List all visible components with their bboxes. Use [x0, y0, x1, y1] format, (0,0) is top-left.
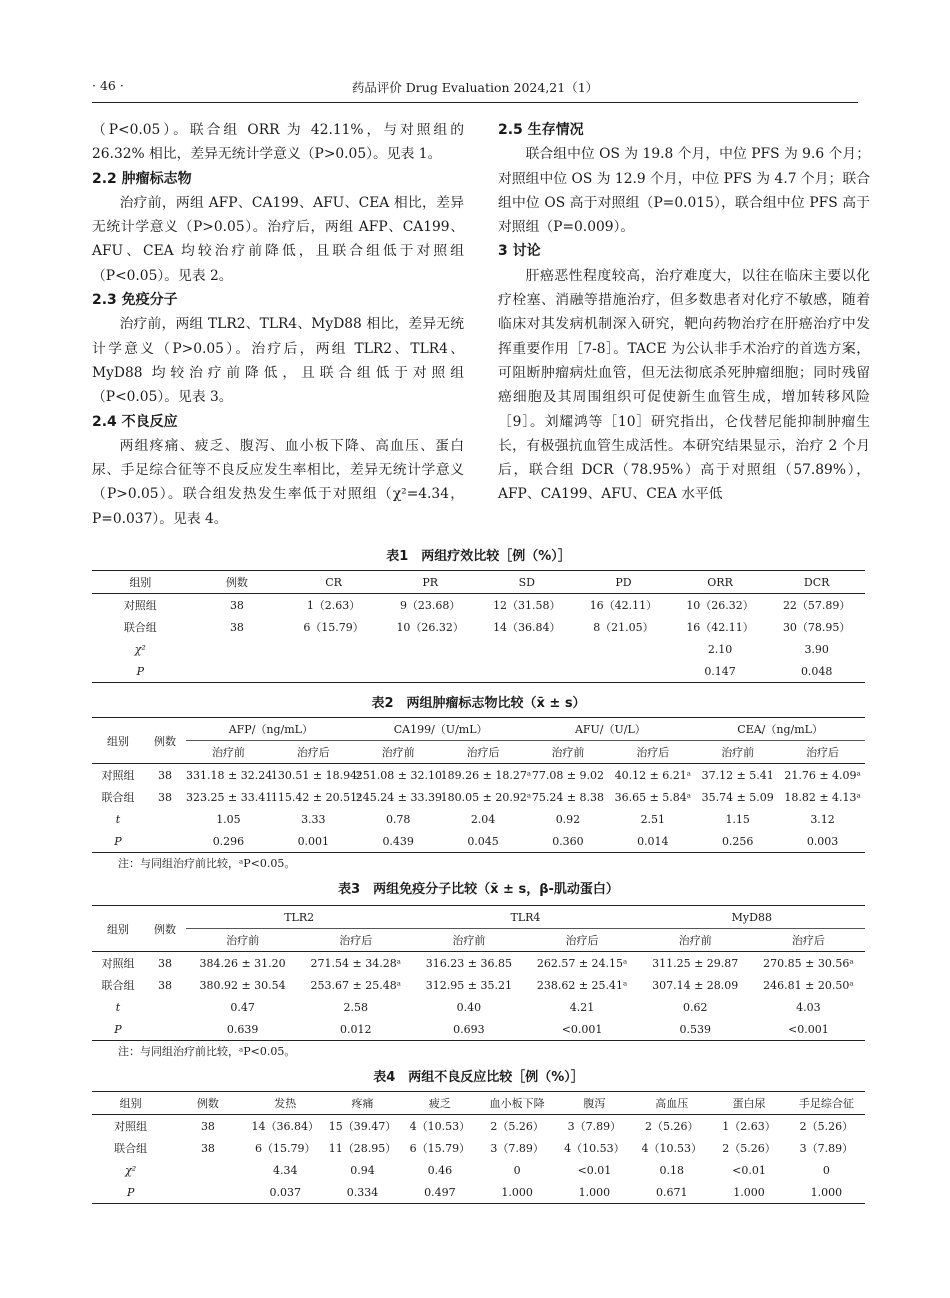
table-cell: 6（15.79） — [303, 621, 364, 634]
table-cell: 246.81 ± 20.50ᵃ — [763, 978, 854, 992]
table-cell: 0.92 — [555, 812, 581, 826]
table-cell: 3（7.89） — [556, 1115, 633, 1138]
journal-title: 药品评价 Drug Evaluation 2024,21（1） — [351, 80, 599, 95]
table-cell: χ² — [125, 1163, 137, 1177]
column-header: 发热 — [247, 1092, 324, 1115]
table-cell: 35.74 ± 5.09 — [701, 790, 774, 804]
table-cell: 1.05 — [216, 812, 241, 826]
table-cell: 245.24 ± 33.39 — [355, 790, 442, 804]
table-cell: χ² — [134, 642, 146, 656]
table-cell: 189.26 ± 18.27ᵃ — [441, 764, 526, 787]
table2-note: 注：与同组治疗前比较，ᵃP<0.05。 — [118, 857, 296, 870]
table-cell: 0.539 — [639, 1018, 752, 1041]
paragraph: 联合组中位 OS 为 19.8 个月，中位 PFS 为 9.6 个月；对照组中位 OS 为 12.9 个月，中位 PFS 为 4.7 个月；联合组中位 OS 高于对照组（P=0.015），联合组中位 PFS 高于对照组（P=0.009）。 — [498, 146, 870, 236]
table-cell — [382, 660, 479, 683]
table-cell — [169, 1159, 246, 1181]
table-cell: 4（10.53） — [401, 1115, 478, 1138]
sub-header: 治疗前 — [412, 929, 525, 952]
column-header: 疲乏 — [401, 1092, 478, 1115]
table-cell — [144, 996, 186, 1018]
table-cell: 307.14 ± 28.09 — [652, 978, 739, 992]
table-row — [92, 1115, 865, 1138]
column-header: 手足综合征 — [788, 1092, 865, 1115]
table-cell: 0 — [822, 1163, 830, 1177]
column-header: 组别 — [92, 906, 144, 952]
column-header: SD — [479, 571, 576, 594]
table-cell: 38 — [144, 764, 186, 787]
table-cell: 0.296 — [186, 830, 271, 853]
table-cell: 180.05 ± 20.92ᵃ — [440, 790, 532, 804]
table-cell: 对照组 — [92, 952, 144, 975]
table-cell: 2.04 — [470, 812, 496, 826]
table-cell: 16（42.11） — [686, 621, 754, 634]
paragraph: 治疗前，两组 TLR2、TLR4、MyD88 相比，差异无统计学意义（P>0.05）。治疗后，两组 TLR2、TLR4、MyD88 均较治疗前降低，且联合组低于对照组（P<0.05）。见表 3。 — [92, 316, 464, 406]
table-cell: 联合组 — [123, 621, 157, 634]
table-cell: 270.85 ± 30.56ᵃ — [752, 952, 865, 975]
section-heading: 2.3 免疫分子 — [92, 292, 178, 309]
table-cell: 0.256 — [695, 830, 780, 853]
table-cell: 对照组 — [92, 764, 144, 787]
table-cell: 38 — [200, 1141, 215, 1155]
table-cell: 0.045 — [441, 830, 526, 853]
column-group-header: AFU/（U/L） — [526, 718, 696, 741]
table-cell: 0.639 — [186, 1018, 299, 1041]
table-cell: P — [92, 830, 144, 853]
table-row — [92, 1159, 865, 1181]
table-row — [92, 764, 865, 787]
sub-header: 治疗前 — [186, 929, 299, 952]
column-header: PD — [575, 571, 672, 594]
table-cell — [189, 638, 286, 660]
sub-header: 治疗后 — [610, 741, 695, 764]
table-cell: 331.18 ± 32.24 — [186, 764, 271, 787]
table-cell: <0.001 — [525, 1018, 638, 1041]
table-cell: 4（10.53） — [641, 1142, 702, 1155]
table-cell — [285, 660, 382, 683]
table-cell — [575, 638, 672, 660]
section-heading: 3 讨论 — [498, 243, 541, 260]
table-row — [92, 1018, 865, 1041]
table-cell: 10（26.32） — [396, 621, 464, 634]
section-heading: 2.5 生存情况 — [498, 122, 584, 138]
table-cell: 0.671 — [633, 1181, 710, 1204]
sub-header: 治疗后 — [271, 741, 356, 764]
table4-adverse-reactions — [92, 1091, 865, 1204]
table-cell: 16（42.11） — [575, 594, 672, 617]
table-cell: 130.51 ± 18.94ᵃ — [271, 764, 356, 787]
table-cell: 3（7.89） — [490, 1142, 544, 1155]
table-cell: 0.693 — [412, 1018, 525, 1041]
table3-note: 注：与同组治疗前比较，ᵃP<0.05。 — [118, 1045, 296, 1058]
sub-header: 治疗前 — [356, 741, 441, 764]
table-cell: 4.21 — [569, 1000, 595, 1014]
table-row — [92, 996, 865, 1018]
column-group-header: TLR2 — [186, 906, 412, 929]
table-cell: 115.42 ± 20.51ᵃ — [270, 790, 362, 804]
table-cell: P — [92, 1181, 169, 1204]
table-cell: 38 — [158, 790, 172, 804]
column-header: 疼痛 — [324, 1092, 401, 1115]
table-cell: 1.000 — [710, 1181, 787, 1204]
table-cell: 1（2.63） — [710, 1115, 787, 1138]
table-row — [92, 1137, 865, 1159]
table-cell: 0.47 — [230, 1000, 255, 1014]
table-cell: 0.001 — [271, 830, 356, 853]
table-row — [92, 952, 865, 975]
table-cell: 6（15.79） — [254, 1142, 316, 1155]
table-cell: 0.94 — [350, 1163, 375, 1177]
table-cell: 0.147 — [672, 660, 769, 683]
table-row — [92, 830, 865, 853]
table-row — [92, 616, 865, 638]
table-cell: 311.25 ± 29.87 — [639, 952, 752, 975]
table-cell: 38 — [169, 1115, 246, 1138]
table-row — [92, 660, 865, 683]
table-cell: 2.10 — [707, 642, 733, 656]
table-cell: t — [115, 812, 121, 826]
table-cell: 18.82 ± 4.13ᵃ — [784, 790, 861, 804]
sub-header: 治疗前 — [639, 929, 752, 952]
table-cell: t — [115, 1000, 121, 1014]
table-cell: 15（39.47） — [324, 1115, 401, 1138]
table-cell — [189, 660, 286, 683]
column-header: 组别 — [92, 1092, 169, 1115]
table-cell: 0.439 — [356, 830, 441, 853]
table-cell: 4.03 — [796, 1000, 821, 1014]
page-number: · 46 · — [92, 78, 124, 93]
table-row — [92, 638, 865, 660]
sub-header: 治疗后 — [441, 741, 526, 764]
column-header: 组别 — [92, 571, 189, 594]
table-cell: 75.24 ± 8.38 — [531, 790, 605, 804]
column-header: DCR — [768, 571, 865, 594]
table-cell: 9（23.68） — [382, 594, 479, 617]
table-cell: 3.12 — [810, 812, 835, 826]
table-cell: 1.000 — [556, 1181, 633, 1204]
table-cell: 0.62 — [682, 1000, 708, 1014]
table-cell: 0.497 — [401, 1181, 478, 1204]
column-header: CR — [285, 571, 382, 594]
table-cell: 37.12 ± 5.41 — [695, 764, 780, 787]
table1-caption: 表1 两组疗效比较［例（%）］ — [386, 549, 571, 564]
table-cell: 14（36.84） — [493, 621, 561, 634]
table-cell: 2.51 — [640, 812, 666, 826]
column-header: 高血压 — [633, 1092, 710, 1115]
table-cell: 1.15 — [725, 812, 750, 826]
table-cell: 77.08 ± 9.02 — [526, 764, 611, 787]
table-cell: 0.014 — [610, 830, 695, 853]
column-header: 蛋白尿 — [710, 1092, 787, 1115]
table-cell: 4（10.53） — [564, 1142, 625, 1155]
table-cell: 2（5.26） — [633, 1115, 710, 1138]
column-group-header: CA199/（U/mL） — [356, 718, 526, 741]
table-cell: 262.57 ± 24.15ᵃ — [525, 952, 638, 975]
table1-efficacy — [92, 570, 865, 683]
column-group-header: CEA/（ng/mL） — [695, 718, 865, 741]
table-cell: <0.001 — [752, 1018, 865, 1041]
table-cell: 对照组 — [92, 594, 189, 617]
column-group-header: AFP/（ng/mL） — [186, 718, 356, 741]
table-cell: 38 — [144, 952, 186, 975]
table-cell: 0.048 — [768, 660, 865, 683]
column-header: 例数 — [144, 906, 186, 952]
table-cell: 251.08 ± 32.10 — [356, 764, 441, 787]
table4-caption: 表4 两组不良反应比较［例（%）］ — [373, 1070, 584, 1085]
table-cell: 238.62 ± 25.41ᵃ — [536, 978, 628, 992]
table-cell: 2（5.26） — [788, 1115, 865, 1138]
table-cell: 0.18 — [659, 1163, 684, 1177]
sub-header: 治疗后 — [525, 929, 638, 952]
sub-header: 治疗前 — [186, 741, 271, 764]
table3-caption: 表3 两组免疫分子比较（x̄ ± s，β-肌动蛋白） — [338, 882, 619, 897]
table-cell: 10（26.32） — [672, 594, 769, 617]
body-text — [92, 118, 870, 546]
sub-header: 治疗前 — [695, 741, 780, 764]
table-cell: 3.33 — [301, 812, 326, 826]
table-cell — [479, 638, 576, 660]
table-cell: 380.92 ± 30.54 — [199, 978, 286, 992]
table-cell: 8（21.05） — [593, 621, 654, 634]
table-cell: 联合组 — [101, 979, 135, 992]
table-cell: 1.000 — [478, 1181, 555, 1204]
table-cell: 1（2.63） — [285, 594, 382, 617]
table-cell: 6（15.79） — [409, 1142, 471, 1155]
table-cell: 1.000 — [788, 1181, 865, 1204]
table-cell: P — [92, 1018, 144, 1041]
table-cell: 0.40 — [456, 1000, 482, 1014]
column-group-header: MyD88 — [639, 906, 865, 929]
column-header: 腹泻 — [556, 1092, 633, 1115]
table-cell: 271.54 ± 34.28ᵃ — [299, 952, 412, 975]
column-group-header: TLR4 — [412, 906, 638, 929]
column-header: 例数 — [169, 1092, 246, 1115]
table-cell: 2.58 — [343, 1000, 368, 1014]
table-cell: 12（31.58） — [479, 594, 576, 617]
table-cell: 3.90 — [804, 642, 829, 656]
table-cell — [382, 638, 479, 660]
table-cell: 对照组 — [92, 1115, 169, 1138]
table-cell: 40.12 ± 6.21ᵃ — [610, 764, 695, 787]
column-header: ORR — [672, 571, 769, 594]
table-cell: 0.012 — [299, 1018, 412, 1041]
table-cell: 253.67 ± 25.48ᵃ — [310, 978, 401, 992]
table-cell: 0.334 — [324, 1181, 401, 1204]
table-cell: 0.003 — [780, 830, 865, 853]
section-heading: 2.2 肿瘤标志物 — [92, 170, 192, 187]
table-row — [92, 808, 865, 830]
table-row — [92, 1181, 865, 1204]
column-header: 例数 — [189, 571, 286, 594]
table-cell: 38 — [158, 978, 172, 992]
sub-header: 治疗后 — [752, 929, 865, 952]
table-cell: 2（5.26） — [722, 1142, 776, 1155]
table2-tumor-markers — [92, 717, 865, 853]
table-row — [92, 786, 865, 808]
table-cell — [479, 660, 576, 683]
table-cell — [285, 638, 382, 660]
table-cell: <0.01 — [577, 1163, 612, 1177]
table-cell: <0.01 — [732, 1163, 766, 1177]
table-cell: 312.95 ± 35.21 — [425, 978, 512, 992]
table-cell: 0.360 — [526, 830, 611, 853]
table-cell: 30（78.95） — [782, 621, 851, 634]
table-cell: 0 — [513, 1163, 521, 1177]
table-cell: P — [92, 660, 189, 683]
table-cell: 2（5.26） — [478, 1115, 555, 1138]
table-cell: 21.76 ± 4.09ᵃ — [780, 764, 865, 787]
table-cell: 38 — [189, 594, 286, 617]
table-cell: 384.26 ± 31.20 — [186, 952, 299, 975]
table-cell: 38 — [229, 620, 244, 634]
table-cell: 14（36.84） — [247, 1115, 324, 1138]
paragraph: 治疗前，两组 AFP、CA199、AFU、CEA 相比，差异无统计学意义（P>0.05）。治疗后，两组 AFP、CA199、AFU、CEA 均较治疗前降低，且联合组低于对照组（P<0.05）。见表 2。 — [92, 194, 464, 284]
column-header: 组别 — [92, 718, 144, 764]
column-header: 血小板下降 — [478, 1092, 555, 1115]
table-cell — [169, 1181, 246, 1204]
paragraph: （P<0.05）。联合组 ORR 为 42.11%，与对照组的 26.32% 相比，差异无统计学意义（P>0.05）。见表 1。 — [92, 122, 464, 163]
table-cell — [575, 660, 672, 683]
table3-immune-molecules — [92, 905, 865, 1041]
table-cell — [144, 808, 186, 830]
table-cell: 联合组 — [114, 1142, 148, 1155]
table-cell: 22（57.89） — [768, 594, 865, 617]
table-row — [92, 594, 865, 617]
paragraph: 肝癌恶性程度较高，治疗难度大，以往在临床主要以化疗栓塞、消融等措施治疗，但多数患者对化疗不敏感，随着临床对其发病机制深入研究，靶向药物治疗在肝癌治疗中发挥重要作用［7-8］。TACE 为公认非手术治疗的首选方案，可阻断肿瘤病灶血管，但无法彻底杀死肿瘤细胞；同时残留癌细胞及其周围组织可促使新生血管生成，增加转移风险［9］。刘耀鸿等［10］研究指出，仑伐替尼能抑制肿瘤生长，有极强抗血管生成活性。本研究结果显示，治疗 2 个月后，联合组 DCR（78.95%）高于对照组（57.89%），AFP、CA199、AFU、CEA 水平低 — [498, 267, 870, 503]
left-column — [92, 118, 464, 531]
column-header: 例数 — [144, 718, 186, 764]
table-cell: 11（28.95） — [328, 1142, 397, 1155]
table-cell: 36.65 ± 5.84ᵃ — [614, 790, 692, 804]
table-cell: 联合组 — [101, 791, 135, 804]
sub-header: 治疗前 — [526, 741, 611, 764]
sub-header: 治疗后 — [780, 741, 865, 764]
table-cell — [144, 830, 186, 853]
table-cell: 3（7.89） — [799, 1142, 854, 1155]
paragraph: 两组疼痛、疲乏、腹泻、血小板下降、高血压、蛋白尿、手足综合征等不良反应发生率相比，差异无统计学意义（P>0.05）。联合组发热发生率低于对照组（χ²=4.34，P=0.037）。见表 4。 — [92, 437, 464, 527]
table-cell — [144, 1018, 186, 1041]
table-row — [92, 974, 865, 996]
table-cell: 316.23 ± 36.85 — [412, 952, 525, 975]
running-header — [92, 74, 858, 103]
table2-caption: 表2 两组肿瘤标志物比较（x̄ ± s） — [371, 696, 586, 711]
table-cell: 4.34 — [272, 1163, 298, 1177]
table-cell: 0.037 — [247, 1181, 324, 1204]
table-cell: 0.78 — [385, 812, 411, 826]
table-cell: 0.46 — [427, 1163, 453, 1177]
column-header: PR — [382, 571, 479, 594]
sub-header: 治疗后 — [299, 929, 412, 952]
table-cell: 323.25 ± 33.41 — [186, 790, 273, 804]
section-heading: 2.4 不良反应 — [92, 413, 178, 430]
right-column — [498, 118, 870, 507]
